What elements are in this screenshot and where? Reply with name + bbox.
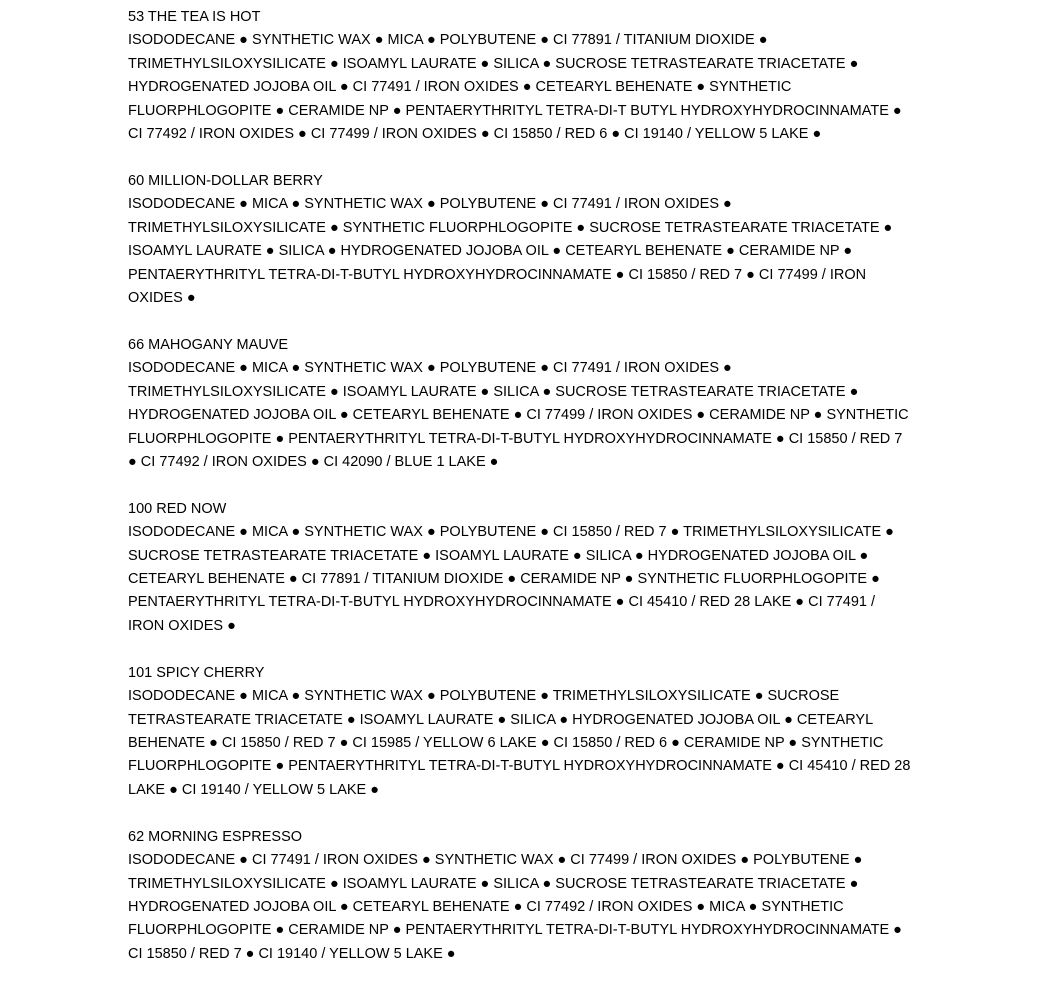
shade-entry-100-red-now	[128, 498, 913, 638]
shade-entry-101-spicy-cherry	[128, 662, 913, 802]
shade-entry-53-the-tea-is-hot	[128, 6, 913, 146]
shade-name: 66 MAHOGANY MAUVE	[128, 336, 289, 353]
shade-ingredients: ISODODECANE ● MICA ● SYNTHETIC WAX ● POLYBUTENE ● CI 15850 / RED 7 ● TRIMETHYLSILOXYSILICATE ● SUCROSE TETRASTEARATE TRIACETATE ● ISOAMYL LAURATE ● SILICA ● HYDROGENATED JOJOBA OIL ● CETEARYL BEHENATE ● CI 77891 / TITANIUM DIOXIDE ● CERAMIDE NP ● SYNTHETIC FLUORPHLOGOPITE ● PENTAERYTHRITYL TETRA-DI-T-BUTYL HYDROXYHYDROCINNAMATE ● CI 45410 / RED 28 LAKE ● CI 77491 / IRON OXIDES ●	[128, 524, 894, 634]
shade-entry-62-morning-espresso	[128, 826, 913, 966]
shade-name: 53 THE TEA IS HOT	[128, 9, 261, 25]
shade-entry-66-mahogany-mauve	[128, 334, 913, 474]
shade-name: 60 MILLION-DOLLAR BERRY	[128, 172, 323, 189]
shade-entry-60-million-dollar-berry	[128, 170, 913, 310]
shade-name: 62 MORNING ESPRESSO	[128, 828, 303, 845]
shade-ingredients: ISODODECANE ● CI 77491 / IRON OXIDES ● SYNTHETIC WAX ● CI 77499 / IRON OXIDES ● POLYBUTENE ● TRIMETHYLSILOXYSILICATE ● ISOAMYL LAURATE ● SILICA ● SUCROSE TETRASTEARATE TRIACETATE ● HYDROGENATED JOJOBA OIL ● CETEARYL BEHENATE ● CI 77492 / IRON OXIDES ● MICA ● SYNTHETIC FLUORPHLOGOPITE ● CERAMIDE NP ● PENTAERYTHRITYL TETRA-DI-T-BUTYL HYDROXYHYDROCINNAMATE ● CI 15850 / RED 7 ● CI 19140 / YELLOW 5 LAKE ●	[128, 852, 902, 962]
shade-ingredients: ISODODECANE ● MICA ● SYNTHETIC WAX ● POLYBUTENE ● CI 77491 / IRON OXIDES ● TRIMETHYLSILOXYSILICATE ● SYNTHETIC FLUORPHLOGOPITE ● SUCROSE TETRASTEARATE TRIACETATE ● ISOAMYL LAURATE ● SILICA ● HYDROGENATED JOJOBA OIL ● CETEARYL BEHENATE ● CERAMIDE NP ● PENTAERYTHRITYL TETRA-DI-T-BUTYL HYDROXYHYDROCINNAMATE ● CI 15850 / RED 7 ● CI 77499 / IRON OXIDES ●	[128, 196, 893, 306]
shade-name: 101 SPICY CHERRY	[128, 664, 265, 681]
shade-ingredients: ISODODECANE ● MICA ● SYNTHETIC WAX ● POLYBUTENE ● TRIMETHYLSILOXYSILICATE ● SUCROSE TETRASTEARATE TRIACETATE ● ISOAMYL LAURATE ● SILICA ● HYDROGENATED JOJOBA OIL ● CETEARYL BEHENATE ● CI 15850 / RED 7 ● CI 15985 / YELLOW 6 LAKE ● CI 15850 / RED 6 ● CERAMIDE NP ● SYNTHETIC FLUORPHLOGOPITE ● PENTAERYTHRITYL TETRA-DI-T-BUTYL HYDROXYHYDROCINNAMATE ● CI 45410 / RED 28 LAKE ● CI 19140 / YELLOW 5 LAKE ●	[128, 688, 911, 798]
shade-name: 100 RED NOW	[128, 500, 227, 517]
ingredient-list-document	[128, 6, 913, 990]
shade-ingredients: ISODODECANE ● SYNTHETIC WAX ● MICA ● POLYBUTENE ● CI 77891 / TITANIUM DIOXIDE ● TRIMETHYLSILOXYSILICATE ● ISOAMYL LAURATE ● SILICA ● SUCROSE TETRASTEARATE TRIACETATE ● HYDROGENATED JOJOBA OIL ● CI 77491 / IRON OXIDES ● CETEARYL BEHENATE ● SYNTHETIC FLUORPHLOGOPITE ● CERAMIDE NP ● PENTAERYTHRITYL TETRA-DI-T BUTYL HYDROXYHYDROCINNAMATE ● CI 77492 / IRON OXIDES ● CI 77499 / IRON OXIDES ● CI 15850 / RED 6 ● CI 19140 / YELLOW 5 LAKE ●	[128, 32, 902, 143]
shade-ingredients: ISODODECANE ● MICA ● SYNTHETIC WAX ● POLYBUTENE ● CI 77491 / IRON OXIDES ● TRIMETHYLSILOXYSILICATE ● ISOAMYL LAURATE ● SILICA ● SUCROSE TETRASTEARATE TRIACETATE ● HYDROGENATED JOJOBA OIL ● CETEARYL BEHENATE ● CI 77499 / IRON OXIDES ● CERAMIDE NP ● SYNTHETIC FLUORPHLOGOPITE ● PENTAERYTHRITYL TETRA-DI-T-BUTYL HYDROXYHYDROCINNAMATE ● CI 15850 / RED 7 ● CI 77492 / IRON OXIDES ● CI 42090 / BLUE 1 LAKE ●	[128, 360, 909, 470]
